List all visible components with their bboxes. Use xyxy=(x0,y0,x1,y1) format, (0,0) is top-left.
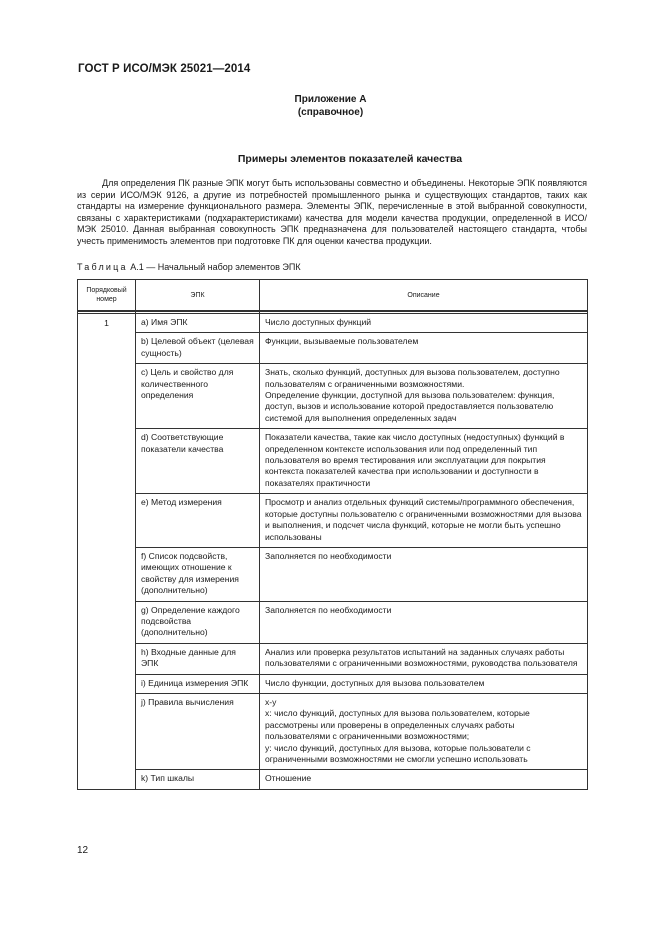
table-row xyxy=(78,333,588,364)
desc-line: x: число функций, доступных для вызова пользователем, которые рассмотрены или проверены в определенных случаях работы пользователями с ограниченными возможностями; xyxy=(265,708,530,742)
epk-cell: f) Список подсвойств, имеющих отношение к свойству для измерения (дополнительно) xyxy=(136,547,260,601)
desc-line: Знать, сколько функций, доступных для вызова пользователем, доступно пользователям с ограниченными возможностями. xyxy=(265,367,560,389)
table-row xyxy=(78,693,588,769)
desc-cell: Заполняется по необходимости xyxy=(260,547,588,601)
desc-cell: Заполняется по необходимости xyxy=(260,601,588,643)
desc-cell: Анализ или проверка результатов испытаний на заданных случаях работы пользователями с ограниченными возможностями, руководства пользователя xyxy=(260,643,588,674)
table-row xyxy=(78,364,588,429)
table-row xyxy=(78,494,588,548)
annex-note: (справочное) xyxy=(297,107,364,118)
epk-cell: e) Метод измерения xyxy=(136,494,260,548)
table-row xyxy=(78,770,588,789)
table-header-row xyxy=(78,280,588,312)
table-row xyxy=(78,674,588,693)
table-caption xyxy=(77,262,301,272)
epk-cell: k) Тип шкалы xyxy=(136,770,260,789)
desc-cell xyxy=(260,364,588,429)
header-desc: Описание xyxy=(260,280,588,312)
desc-cell: Функции, вызываемые пользователем xyxy=(260,333,588,364)
table-row xyxy=(78,601,588,643)
epk-cell: g) Определение каждого подсвойства (дополнительно) xyxy=(136,601,260,643)
header-epk: ЭПК xyxy=(136,280,260,312)
table-row xyxy=(78,643,588,674)
annex-title: Приложение А xyxy=(294,94,367,105)
epk-cell: h) Входные данные для ЭПК xyxy=(136,643,260,674)
table-row xyxy=(78,429,588,494)
epk-table xyxy=(77,279,588,790)
epk-cell: b) Целевой объект (целевая сущность) xyxy=(136,333,260,364)
desc-cell: Показатели качества, такие как число доступных (недоступных) функций в определенном контексте использования или под определенный тип пользователя во время тестирования или эксплуатации для покрытия контекста показателей качества при использовании и доступности в показателях практичности xyxy=(260,429,588,494)
header-num: Порядковый номер xyxy=(78,280,136,312)
epk-cell: d) Соответствующие показатели качества xyxy=(136,429,260,494)
standard-header: ГОСТ Р ИСО/МЭК 25021—2014 xyxy=(78,63,251,75)
table-row xyxy=(78,547,588,601)
epk-cell: j) Правила вычисления xyxy=(136,693,260,769)
desc-cell: Отношение xyxy=(260,770,588,789)
table-caption-text: А.1 — Начальный набор элементов ЭПК xyxy=(130,262,301,272)
desc-line: у: число функций, доступных для вызова, которые пользователи с ограниченными возможностями не смогли успешно использовать xyxy=(265,742,531,764)
row-number: 1 xyxy=(78,314,136,790)
annex-heading xyxy=(0,93,661,119)
desc-line: x-y xyxy=(265,696,277,707)
desc-cell: Число функции, доступных для вызова пользователем xyxy=(260,674,588,693)
table-caption-label: Таблица xyxy=(77,262,128,272)
page-number: 12 xyxy=(77,845,89,856)
epk-cell: c) Цель и свойство для количественного определения xyxy=(136,364,260,429)
epk-cell: a) Имя ЭПК xyxy=(136,314,260,333)
desc-cell: Число доступных функций xyxy=(260,314,588,333)
epk-cell: i) Единица измерения ЭПК xyxy=(136,674,260,693)
desc-cell xyxy=(260,693,588,769)
section-title: Примеры элементов показателей качества xyxy=(237,153,463,165)
desc-line: Определение функции, доступной для вызова пользователем: функция, доступ, вызов и использование которой предоставляется пользователю системой для выполнения определенных задач xyxy=(265,390,555,423)
intro-paragraph: Для определения ПК разные ЭПК могут быть использованы совместно и объединены. Некоторые ЭПК появляются из серии ИСО/МЭК 9126, а другие из потребностей промышленного рынка и существующих стандартов, таких как стандарты на измерение функционального размера. Элементы ЭПК, перечисленные в этой выбранной совокупности, связаны с характеристиками (подхарактеристиками) качества для модели качества продукции, определенной в ИСО/МЭК 25010. Данная выбранная совокупность ЭПК предназначена для пользователей настоящего стандарта, чтобы учесть применимость элементов при подготовке ПК для оценки качества продукции. xyxy=(77,178,587,246)
desc-cell: Просмотр и анализ отдельных функций системы/программного обеспечения, которые доступны пользователю с ограниченными возможностями для вызова и выполнения, и подсчет числа функций, которые не могли быть успешно использованы xyxy=(260,494,588,548)
table-row xyxy=(78,314,588,333)
